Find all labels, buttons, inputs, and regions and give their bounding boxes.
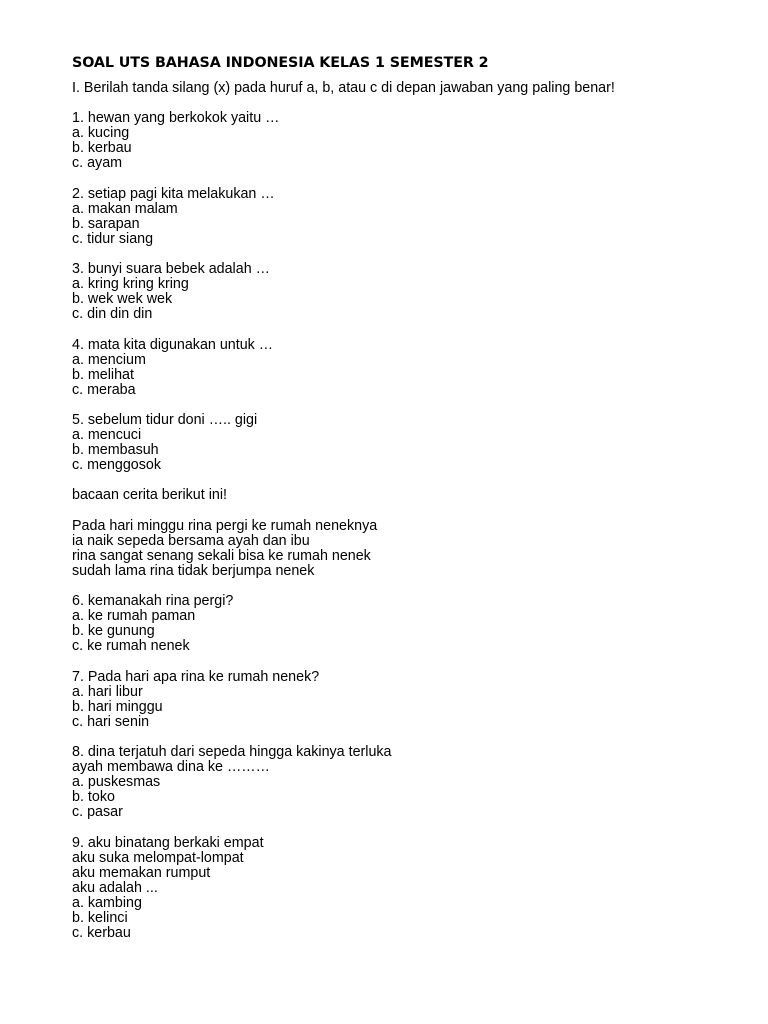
answer-option: a. kring kring kring	[72, 276, 189, 293]
question-item	[72, 594, 712, 654]
question-stem-line: aku suka melompat-lompat	[72, 849, 244, 866]
answer-option: a. mencuci	[72, 427, 142, 444]
question-stem-line: 9. aku binatang berkaki empat	[72, 834, 264, 851]
question-stem-line: 6. kemanakah rina pergi?	[72, 593, 234, 610]
answer-option: c. tidur siang	[72, 230, 154, 247]
question-stem-line: 7. Pada hari apa rina ke rumah nenek?	[72, 668, 320, 685]
answer-option: a. ke rumah paman	[72, 608, 196, 625]
question-stem-line: ayah membawa dina ke ………	[72, 759, 270, 776]
story-line: sudah lama rina tidak berjumpa nenek	[72, 562, 315, 579]
story-line: ia naik sepeda bersama ayah dan ibu	[72, 532, 310, 549]
answer-option: b. wek wek wek	[72, 291, 173, 308]
answer-option: b. melihat	[72, 366, 134, 383]
question-item	[72, 836, 712, 942]
answer-option: c. din din din	[72, 306, 153, 323]
answer-option: a. kambing	[72, 894, 142, 911]
question-stem-line: 2. setiap pagi kita melakukan …	[72, 185, 275, 202]
answer-option: a. kucing	[72, 125, 130, 142]
answer-option: a. mencium	[72, 351, 146, 368]
answer-option: b. ke gunung	[72, 623, 155, 640]
answer-option: c. ayam	[72, 155, 123, 172]
question-stem-line: 8. dina terjatuh dari sepeda hingga kakinya terluka	[72, 744, 392, 761]
instruction-text: I. Berilah tanda silang (x) pada huruf a, b, atau c di depan jawaban yang paling benar!	[72, 80, 615, 96]
answer-option: c. pasar	[72, 804, 123, 821]
answer-option: c. ke rumah nenek	[72, 638, 190, 655]
document-page	[72, 55, 712, 956]
story-line: Pada hari minggu rina pergi ke rumah neneknya	[72, 517, 378, 534]
document-title: SOAL UTS BAHASA INDONESIA KELAS 1 SEMESTER 2	[72, 55, 489, 71]
question-stem-line: aku memakan rumput	[72, 864, 211, 881]
story-passage	[72, 519, 712, 579]
answer-option: b. kerbau	[72, 140, 132, 157]
question-item	[72, 111, 712, 171]
questions-part-1	[72, 111, 712, 473]
question-item	[72, 670, 712, 730]
answer-option: c. hari senin	[72, 713, 150, 730]
answer-option: b. kelinci	[72, 910, 128, 927]
question-stem-line: 4. mata kita digunakan untuk …	[72, 336, 274, 353]
answer-option: a. puskesmas	[72, 774, 161, 791]
question-item	[72, 413, 712, 473]
answer-option: a. hari libur	[72, 683, 143, 700]
question-stem-line: 3. bunyi suara bebek adalah …	[72, 261, 270, 278]
question-stem-line: 5. sebelum tidur doni ….. gigi	[72, 411, 258, 428]
answer-option: b. toko	[72, 789, 115, 806]
question-item	[72, 187, 712, 247]
answer-option: b. sarapan	[72, 215, 140, 232]
question-item	[72, 262, 712, 322]
answer-option: c. menggosok	[72, 457, 162, 474]
answer-option: c. kerbau	[72, 925, 131, 942]
answer-option: b. membasuh	[72, 442, 159, 459]
answer-option: a. makan malam	[72, 200, 178, 217]
reading-prompt: bacaan cerita berikut ini!	[72, 487, 227, 504]
questions-part-2	[72, 594, 712, 941]
question-stem-line: 1. hewan yang berkokok yaitu …	[72, 110, 280, 127]
answer-option: b. hari minggu	[72, 698, 163, 715]
question-item	[72, 745, 712, 820]
answer-option: c. meraba	[72, 381, 136, 398]
question-stem-line: aku adalah ...	[72, 879, 158, 896]
story-line: rina sangat senang sekali bisa ke rumah nenek	[72, 547, 371, 564]
question-item	[72, 338, 712, 398]
